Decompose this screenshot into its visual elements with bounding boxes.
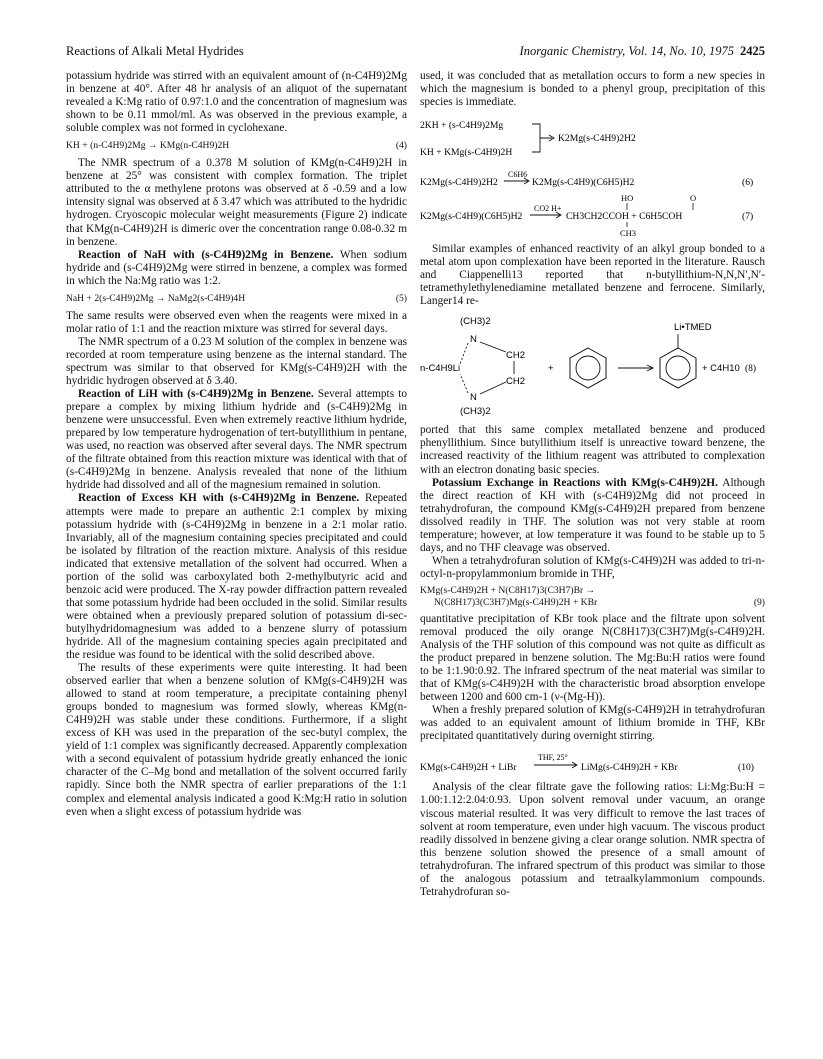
page-number: 2425 (740, 44, 765, 58)
running-header-title: Reactions of Alkali Metal Hydrides (66, 44, 244, 58)
benzene-ring-circle (576, 356, 600, 380)
section-paragraph (66, 492, 407, 662)
eq6-left: K2Mg(s-C4H9)2H2 (420, 177, 498, 189)
tmeda-structure-svg (420, 314, 765, 418)
running-header-journal (520, 44, 765, 59)
equation-block-6-7 (420, 115, 765, 237)
section-heading: Potassium Exchange in Reactions with KMg(s-C4H9)2H. (432, 476, 718, 489)
eq7-ch3: CH3 (620, 228, 637, 238)
section-heading: Reaction of Excess KH with (s-C4H9)2Mg in Benzene. (78, 492, 360, 505)
section-paragraph (66, 249, 407, 288)
eq10-svg (420, 749, 765, 775)
paragraph: When a freshly prepared solution of KMg(s-C4H9)2H in tetrahydrofuran was added to an equivalent amount of lithium bromide in THF, KBr precipitated quantitatively during overnight stirring. (420, 704, 765, 743)
eq-reactant-2: KH + KMg(s-C4H9)2H (420, 147, 513, 159)
section-text: Several attempts to prepare a complex by mixing lithium hydride and (s-C4H9)2Mg in benzene were unsuccessful. Even when extremely reactive lithium hydride, prepared by low temperature hydrogenation of tert-butyllithium in pentane, was used, no reaction was observed after several days. The NMR spectrum of the filtrate obtained from this reaction mixture was identical with that of (s-C4H9)2Mg in benzene. Analysis revealed that none of the lithium hydride had dissolved and all of the magnesium remained in solution. (66, 388, 407, 492)
eq8-number: (8) (745, 364, 757, 375)
section-paragraph (66, 388, 407, 492)
section-text: When sodium hydride and (s-C4H9)2Mg were stirred in benzene, a complex was formed in which the Na:Mg ratio was 1:2. (66, 248, 407, 287)
eq7-right: CH3CH2CCOH + C6H5COH (566, 211, 683, 223)
diag-c4h10: + C4H10 (702, 363, 740, 375)
equations-svg (420, 115, 765, 237)
equation-body: KH + (n-C4H9)2Mg → KMg(n-C4H9)2H (66, 140, 230, 152)
section-paragraph (420, 477, 765, 555)
eq10-right: LiMg(s-C4H9)2H + KBr (581, 762, 678, 774)
paragraph: The results of these experiments were quite interesting. It had been observed earlier that when a benzene solution of KMg(s-C4H9)2H was allowed to stand at room temperature, a precipitate containing phenyl groups bonded to magnesium was formed slowly, whereas KMg(n-C4H9)2H was stable under these conditions. Furthermore, if a slight excess of KH was used in the preparation of the sec-butyl complex, the yield of 1:1 complex was significantly decreased. Apparently complexation with a second equivalent of potassium hydride greatly enhanced the ionic character of the C–Mg bond and metallation of the solvent occurred farily rapidly. Since both the NMR spectra of earlier preparations of the 1:1 complex and elemental analysis indicated a good K:Mg:H ratio in solution even when a slight excess of potassium hydride was (66, 662, 408, 818)
diag-plus: + (548, 363, 554, 375)
diag-ch2-top: CH2 (506, 350, 526, 362)
eq7-number: (7) (742, 211, 754, 223)
diag-ch2-bottom: CH2 (506, 376, 526, 388)
equation-9 (420, 585, 765, 609)
diag-n-top: N (470, 334, 477, 346)
equation-8-diagram (420, 314, 765, 418)
equation-line: N(C8H17)3(C3H7)Mg(s-C4H9)2H + KBr (434, 596, 598, 608)
paragraph: ported that this same complex metallated benzene and produced phenyllithium. Since butyllithium itself is unreactive toward benzene, the increased reactivity of the lithium reagent was attributed to complexation with an electron donating basic species. (420, 424, 765, 476)
equation-5 (66, 292, 407, 305)
equation-4 (66, 139, 407, 152)
eq-reactant-1: 2KH + (s-C4H9)2Mg (420, 120, 504, 132)
eq10-condition: THF, 25° (538, 753, 568, 763)
section-text: Repeated attempts were made to prepare an authentic 2:1 complex by mixing potassium hydride with (s-C4H9)2Mg in benzene in a 2:1 molar ratio. Invariably, all of the magnesium containing species precipitated and could be isolated by filtration of the reaction mixture. Analysis of this residue indicated that extensive metallation of the solvent had occurred. When a portion of the solid was carboxylated both 2-methylbutyric acid and benzoic acid were produced. The X-ray powder diffraction pattern revealed that some potassium hydride had been occluded in the solid. Similar results were obtained when a previously prepared solution of potassium di-sec-butylhydridomagnesium was added to a benzene slurry of potassium hydride. All of the magnesium containing species again precipitated and the residue was found to be identical with the solid described above. (66, 492, 407, 662)
paragraph: The NMR spectrum of a 0.378 M solution of KMg(n-C4H9)2H in benzene at 25° was consistent with complex formation. The triplet attributed to the α methylene protons was observed at δ -0.59 and a low intensity signal was observed at δ 3.47 which was attributed to the hydridic hydrogen. Cryoscopic molecular weight measurements (Figure 2) indicate that KMg(n-C4H9)2H is dimeric over the concentration range 0.08-0.32 m in benzene. (66, 157, 407, 248)
section-heading: Reaction of LiH with (s-C4H9)2Mg in Benzene. (78, 388, 314, 401)
eq7-left: K2Mg(s-C4H9)(C6H5)H2 (420, 211, 523, 223)
dative-bond (460, 343, 468, 364)
journal-citation: Inorganic Chemistry, Vol. 14, No. 10, 1975 (519, 44, 734, 58)
bond-line (480, 342, 506, 352)
eq7-condition: CO2 H+ (534, 204, 562, 214)
equation-number: (4) (395, 140, 407, 152)
equation-line: KMg(s-C4H9)2H + N(C8H17)3(C3H7)Br → (420, 584, 596, 596)
bracket-arrow (532, 124, 552, 152)
eq7-ho: HO (621, 193, 634, 204)
eq6-condition: C6H6 (508, 170, 528, 180)
equation-number: (9) (753, 596, 765, 608)
paragraph: When a tetrahydrofuran solution of KMg(s-C4H9)2H was added to tri-n-octyl-n-propylammonium bromide in THF, (420, 554, 765, 580)
section-heading: Reaction of NaH with (s-C4H9)2Mg in Benzene. (78, 248, 334, 261)
phenyl-ring (660, 348, 696, 388)
dative-bond (460, 374, 468, 393)
eq10-number: (10) (738, 762, 754, 774)
equation-10 (420, 749, 765, 775)
section-text: Although the direct reaction of KH with (s-C4H9)2Mg did not proceed in tetrahydrofuran, the compound KMg(s-C4H9)2H prepared from benzene dissolved readily in THF. The solution was not very stable at room temperature; however, at low temperature it was found to be stable up to 5 days, and no THF cleavage was observed. (420, 476, 765, 554)
paragraph: Similar examples of enhanced reactivity of an alkyl group bonded to a metal atom upon complexation have been reported in the literature. Rausch and Ciappenelli13 reported that n-butyllithium-N,N,N′,N′-tetramethylethylenediamine metallated benzene and ferrocene. Similarly, Langer14 re- (420, 243, 765, 308)
eq6-number: (6) (742, 177, 754, 189)
eq6-right: K2Mg(s-C4H9)(C6H5)H2 (532, 177, 635, 189)
equation-number: (5) (395, 292, 407, 304)
left-column (66, 70, 407, 819)
diag-litmed: Li•TMED (674, 322, 712, 334)
bond-line (480, 382, 506, 394)
paragraph: potassium hydride was stirred with an equivalent amount of (n-C4H9)2Mg in benzene at 40°. After 48 hr analysis of an aliquot of the supernatant revealed a K:Mg ratio of 0.97:1.0 and the concentration of magnesium was shown to be 0.11 mmol/ml. As was observed in the previous example, a soluble complex was not formed in cyclohexane. (66, 70, 407, 135)
diag-nbuli: n-C4H9Li (420, 363, 461, 375)
eq-product: K2Mg(s-C4H9)2H2 (558, 133, 636, 145)
paragraph: used, it was concluded that as metallation occurs to form a new species in which the magnesium is bonded to a phenyl group, precipitation of this species is immediate. (420, 70, 765, 109)
phenyl-ring-circle (666, 356, 690, 380)
benzene-ring (570, 348, 606, 388)
paragraph: Analysis of the clear filtrate gave the following ratios: Li:Mg:Bu:H = 1.00:1.12:2.04:0.93. Upon solvent removal under vacuum, an orange viscous material resulted. It was very difficult to remove the last traces of solvent at room temperature, even under high vacuum. The viscous product readily dissolved in benzene giving a clear orange solution. NMR spectra of this benzene solution showed the presence of a small amount of tetrahydrofuran. The infrared spectrum of this product was similar to those of the analogous potassium and tetraalkylammonium compounds. Tetrahydrofuran so- (420, 781, 765, 898)
diag-n-bottom: N (470, 392, 477, 404)
paragraph: quantitative precipitation of KBr took place and the filtrate upon solvent removal produced the oily orange N(C8H17)3(C3H7)Mg(s-C4H9)2H. Analysis of the THF solution of this compound was not quite as difficult as the product prepared in benzene solution. The Mg:Bu:H ratios were found to be 1:1.90:0.92. The infrared spectrum of the neat material was similar to that of KMg(s-C4H9)2H with the characteristic broad absorption envelope between 1200 and 600 cm-1 (ν-(Mg-H)). (420, 612, 765, 704)
paragraph: The same results were observed even when the reagents were mixed in a molar ratio of 1:1 and the reaction mixture was stirred for several days. (66, 309, 407, 335)
eq10-left: KMg(s-C4H9)2H + LiBr (420, 762, 517, 774)
paragraph: The NMR spectrum of a 0.23 M solution of the complex in benzene was recorded at room temperature using benzene as the internal standard. The spectrum was similar to that observed for KMg(s-C4H9)2H with the hydridic hydrogen observed at δ 3.40. (66, 335, 407, 388)
eq7-o: O (690, 193, 697, 204)
right-column (420, 70, 765, 899)
diag-ch3-top: (CH3)2 (460, 316, 491, 328)
equation-body: NaH + 2(s-C4H9)2Mg → NaMg2(s-C4H9)4H (66, 292, 246, 304)
diag-ch3-bottom: (CH3)2 (460, 406, 491, 418)
